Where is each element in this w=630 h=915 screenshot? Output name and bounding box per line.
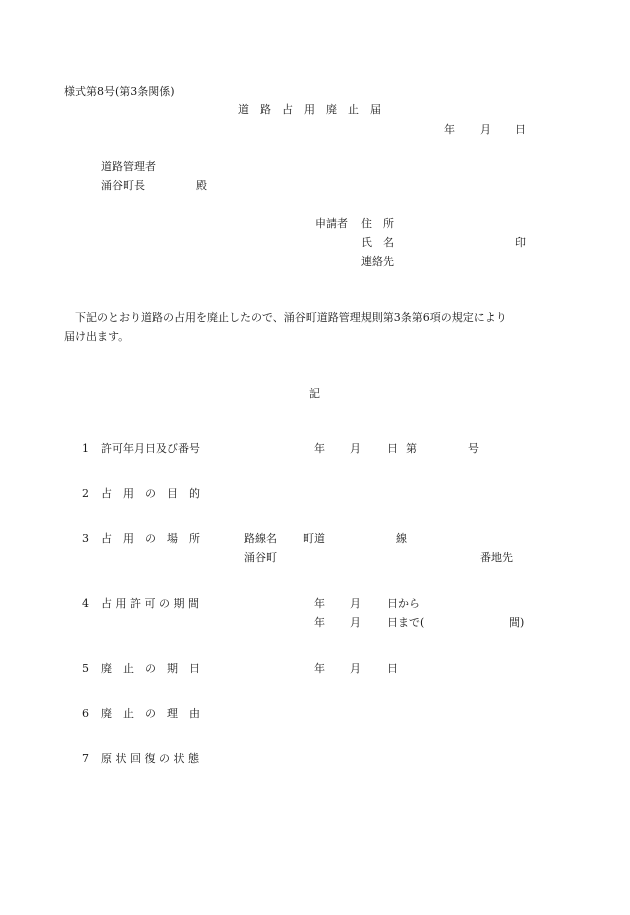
item-3-town: 涌谷町 [244, 551, 277, 564]
page-title: 道 路 占 用 廃 止 届 [238, 103, 381, 116]
addressee-line2: 涌谷町長 [101, 179, 145, 192]
applicant-contact-label: 連絡先 [361, 255, 394, 268]
item-1-number: 1 [82, 442, 89, 455]
item-1-dai: 第 [406, 442, 417, 455]
ki-heading: 記 [309, 387, 320, 400]
item-4-from-suffix: 日から [387, 597, 420, 610]
applicant-seal: 印 [515, 236, 526, 249]
item-4-to-month: 月 [350, 616, 361, 629]
date-year: 年 [444, 123, 455, 136]
item-3-banchi: 番地先 [480, 551, 513, 564]
item-1-label: 許可年月日及び番号 [101, 442, 200, 455]
body-text-line1: 下記のとおり道路の占用を廃止したので、涌谷町道路管理規則第3条第6項の規定により [64, 311, 507, 324]
item-1-year: 年 [314, 442, 325, 455]
item-5-month: 月 [350, 662, 361, 675]
item-7-label: 原 状 回 復 の 状 態 [101, 752, 199, 765]
item-4-to-year: 年 [314, 616, 325, 629]
item-5-year: 年 [314, 662, 325, 675]
item-3-label: 占 用 の 場 所 [101, 532, 200, 545]
item-4-number: 4 [82, 597, 89, 610]
body-text-line2: 届け出ます。 [64, 330, 130, 343]
addressee-line1: 道路管理者 [101, 160, 156, 173]
item-4-from-month: 月 [350, 597, 361, 610]
item-1-month: 月 [350, 442, 361, 455]
item-4-from-year: 年 [314, 597, 325, 610]
item-3-line: 線 [396, 532, 407, 545]
item-6-number: 6 [82, 707, 89, 720]
item-5-number: 5 [82, 662, 89, 675]
item-3-route-type: 町道 [303, 532, 325, 545]
applicant-label: 申請者 [315, 217, 348, 230]
addressee-honorific: 殿 [196, 179, 207, 192]
item-5-label: 廃 止 の 期 日 [101, 662, 200, 675]
item-3-route-label: 路線名 [244, 532, 277, 545]
item-6-label: 廃 止 の 理 由 [101, 707, 200, 720]
item-4-to-close: 間) [509, 616, 525, 629]
item-4-to-suffix: 日まで( [387, 616, 425, 629]
item-7-number: 7 [82, 752, 89, 765]
date-month: 月 [480, 123, 491, 136]
applicant-address-label: 住 所 [361, 217, 394, 230]
item-1-go: 号 [468, 442, 479, 455]
form-number: 様式第8号(第3条関係) [64, 85, 175, 98]
item-2-number: 2 [82, 487, 89, 500]
item-3-number: 3 [82, 532, 89, 545]
item-2-label: 占 用 の 目 的 [101, 487, 200, 500]
date-day: 日 [515, 123, 526, 136]
applicant-name-label: 氏 名 [361, 236, 394, 249]
item-1-day: 日 [387, 442, 398, 455]
item-5-day: 日 [387, 662, 398, 675]
item-4-label: 占 用 許 可 の 期 間 [101, 597, 199, 610]
